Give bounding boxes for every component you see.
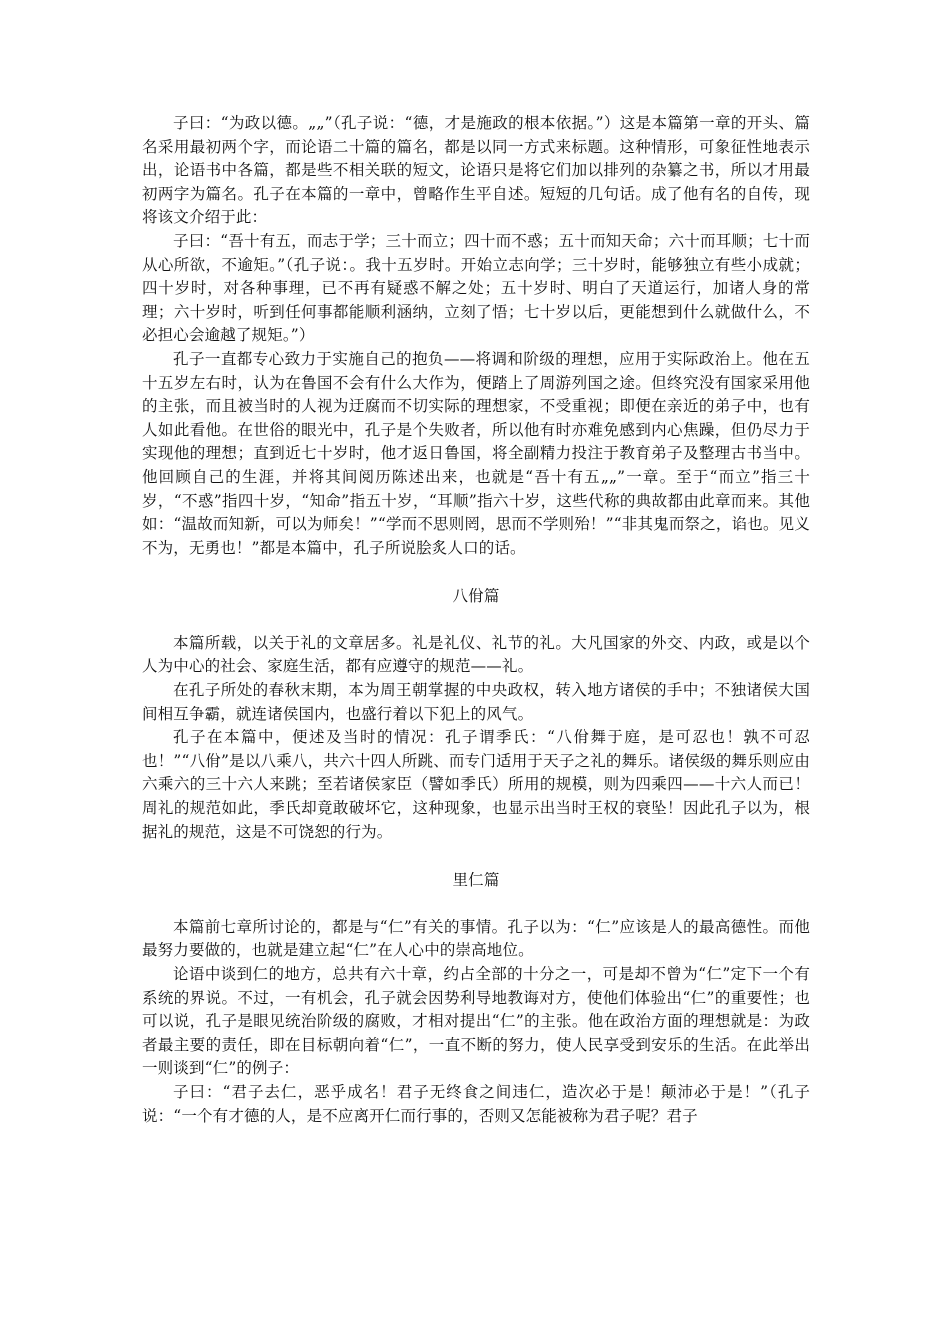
paragraph: 孔子一直都专心致力于实施自己的抱负——将调和阶级的理想，应用于实际政治上。他在五十五岁左右时，认为在鲁国不会有什么大作为，便踏上了周游列国之途。但终究没有国家采用他的主张，而且被当时的人视为迂腐而不切实际的理想家，不受重视；即便在亲近的弟子中，也有人如此看他。在世俗的眼光中，孔子是个失败者，所以他有时亦难免感到内心焦躁，但仍尽力于实现他的理想；直到近七十岁时，他才返日鲁国，将全副精力投注于教育弟子及整理古书当中。他回顾自己的生涯，并将其间阅历陈述出来，也就是“吾十有五„„”一章。至于“而立”指三十岁，“不惑”指四十岁，“知命”指五十岁，“耳顺”指六十岁，这些代称的典故都由此章而来。其他如：“温故而知新，可以为师矣！”“学而不思则罔，思而不学则殆！”“非其鬼而祭之，谄也。见义不为，无勇也！”都是本篇中，孔子所说脍炙人口的话。 <box>142 349 810 557</box>
section-bayi <box>142 632 810 844</box>
section-liren <box>142 916 810 1128</box>
section-title-liren: 里仁篇 <box>452 871 500 890</box>
paragraph: 孔子在本篇中，便述及当时的情况：孔子谓季氏：“八佾舞于庭，是可忍也！孰不可忍也！”“八佾”是以八乘八，共六十四人所跳、而专门适用于天子之礼的舞乐。诸侯级的舞乐则应由六乘六的三十六人来跳；至若诸侯家臣（譬如季氏）所用的规模，则为四乘四——十六人而已！周礼的规范如此，季氏却竟敢破坏它，这种现象，也显示出当时王权的衰坠！因此孔子以为，根据礼的规范，这是不可饶恕的行为。 <box>142 728 810 841</box>
paragraph: 本篇前七章所讨论的，都是与“仁”有关的事情。孔子以为：“仁”应该是人的最高德性。而他最努力要做的，也就是建立起“仁”在人心中的崇高地位。 <box>142 917 810 960</box>
paragraph: 在孔子所处的春秋末期，本为周王朝掌握的中央政权，转入地方诸侯的手中；不独诸侯大国间相互争霸，就连诸侯国内，也盛行着以下犯上的风气。 <box>142 681 810 723</box>
paragraph: 本篇所载，以关于礼的文章居多。礼是礼仪、礼节的礼。大凡国家的外交、内政，或是以个人为中心的社会、家庭生活，都有应遵守的规范——礼。 <box>142 633 810 676</box>
paragraph: 子曰：“君子去仁，恶乎成名！君子无终食之间违仁，造次必于是！颠沛必于是！”（孔子说：“一个有才德的人，是不应离开仁而行事的，否则又怎能被称为君子呢？君子 <box>142 1082 810 1125</box>
paragraph: 子曰：“吾十有五，而志于学；三十而立；四十而不惑；五十而知天命；六十而耳顺；七十而从心所欲，不逾矩。”（孔子说：。我十五岁时。开始立志向学；三十岁时，能够独立有些小成就；四十岁时，对各种事理，已不再有疑惑不解之处；五十岁时、明白了天道运行，加诸人身的常理；六十岁时，听到任何事都能顺利涵纳，立刻了悟；七十岁以后，更能想到什么就做什么，不必担心会逾越了规矩。”） <box>142 231 810 345</box>
paragraph: 子曰：“为政以德。„„”（孔子说：“德，才是施政的根本依据。”）这是本篇第一章的开头、篇名采用最初两个字，而论语二十篇的篇名，都是以同一方式来标题。这种情形，可象征性地表示出，论语书中各篇，都是些不相关联的短文，论语只是将它们加以排列的杂纂之书，所以才用最初两字为篇名。孔子在本篇的一章中，曾略作生平自述。短短的几句话。成了他有名的自传，现将该文介绍于此： <box>142 114 810 227</box>
section-title-bayi: 八佾篇 <box>452 587 500 606</box>
document-page <box>142 112 810 1128</box>
paragraph: 论语中谈到仁的地方，总共有六十章，约占全部的十分之一，可是却不曾为“仁”定下一个有系统的界说。不过，一有机会，孔子就会因势利导地教诲对方，使他们体验出“仁”的重要性；也可以说，孔子是眼见统治阶级的腐败，才相对提出“仁”的主张。他在政治方面的理想就是：为政者最主要的责任，即在目标朝向着“仁”，一直不断的努力，使人民享受到安乐的生活。在此举出一则谈到“仁”的例子： <box>142 965 810 1078</box>
section-intro <box>142 112 810 560</box>
